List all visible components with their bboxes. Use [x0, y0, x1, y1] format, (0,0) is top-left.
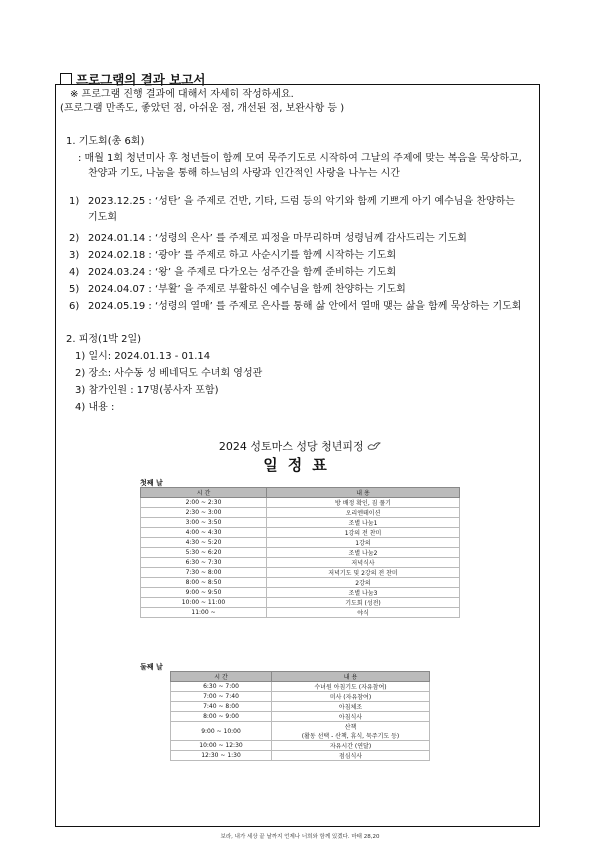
- schedule-time: 2:30 ~ 3:00: [141, 508, 267, 518]
- schedule-activity: 2강의: [267, 578, 460, 588]
- schedule-time: 6:30 ~ 7:00: [171, 682, 272, 692]
- schedule-activity: 저녁기도 및 2강의 전 찬미: [267, 568, 460, 578]
- schedule-activity: 저녁식사: [267, 558, 460, 568]
- prayer-item: 2023.12.25 : ‘성탄’ 을 주제로 건반, 기타, 드럼 등의 악기와 함께 기쁘게 아기 예수님을 찬양하는: [88, 196, 515, 207]
- schedule-row: [141, 608, 460, 618]
- schedule-row: [171, 741, 430, 751]
- schedule-time: 2:00 ~ 2:30: [141, 498, 267, 508]
- prayer-item: 2024.01.14 : ‘성령의 은사’ 를 주제로 피정을 마무리하며 성령님께 감사드리는 기도회: [88, 233, 467, 244]
- schedule-row: [171, 712, 430, 722]
- day1-table: [140, 487, 460, 618]
- schedule-row: [141, 598, 460, 608]
- schedule-row: [141, 518, 460, 528]
- schedule-time: 11:00 ~: [141, 608, 267, 618]
- retreat-detail: 3) 참가인원 : 17명(봉사자 포함): [75, 385, 219, 396]
- schedule-activity: 기도회 (성전): [267, 598, 460, 608]
- schedule-activity: 1강의 전 찬미: [267, 528, 460, 538]
- schedule-row: [141, 508, 460, 518]
- prayer-item-num: 1): [69, 196, 80, 207]
- schedule-title: [135, 438, 465, 454]
- schedule-time: 8:00 ~ 9:00: [171, 712, 272, 722]
- schedule-time: 5:30 ~ 6:20: [141, 548, 267, 558]
- schedule-activity: 수녀원 아침기도 (자유참여): [272, 682, 430, 692]
- section2-title: 2. 피정(1박 2일): [66, 334, 142, 345]
- day2-table: [170, 671, 430, 761]
- schedule-row: [171, 751, 430, 761]
- section1-title: 1. 기도회(총 6회): [66, 136, 145, 147]
- schedule-activity: 아침식사: [272, 712, 430, 722]
- retreat-detail: 2) 장소: 사수동 성 베네딕도 수녀회 영성관: [75, 368, 263, 379]
- notice-line-2: (프로그램 만족도, 좋았던 점, 아쉬운 점, 개선된 점, 보완사항 등 ): [60, 103, 345, 114]
- schedule-time: 7:40 ~ 8:00: [171, 702, 272, 712]
- schedule-row: [141, 538, 460, 548]
- prayer-item-num: 6): [69, 301, 80, 312]
- schedule-time: 7:00 ~ 7:40: [171, 692, 272, 702]
- schedule-subtitle: 일정표: [263, 456, 337, 474]
- schedule-activity: 점심식사: [272, 751, 430, 761]
- section1-desc-1: : 매월 1회 청년미사 후 청년들이 함께 모여 묵주기도로 시작하여 그날의 주제에 맞는 복음을 묵상하고,: [78, 153, 522, 164]
- prayer-item-num: 2): [69, 233, 80, 244]
- day2-label: 둘째 날: [140, 663, 163, 671]
- retreat-detail: 1) 일시: 2024.01.13 - 01.14: [75, 351, 211, 362]
- schedule-row: [171, 692, 430, 702]
- schedule-activity: 아침체조: [272, 702, 430, 712]
- schedule-row: [141, 568, 460, 578]
- schedule-time: 10:00 ~ 11:00: [141, 598, 267, 608]
- schedule-row: [141, 588, 460, 598]
- schedule-row: [141, 498, 460, 508]
- col-time: 시 간: [141, 488, 267, 498]
- prayer-item-num: 4): [69, 267, 80, 278]
- schedule-row: [171, 682, 430, 692]
- prayer-item-cont: 기도회: [88, 212, 117, 223]
- col-time: 시 간: [171, 672, 272, 682]
- schedule-time: 6:30 ~ 7:30: [141, 558, 267, 568]
- schedule-row: [171, 722, 430, 741]
- col-content: 내 용: [267, 488, 460, 498]
- notice-line-1: ※ 프로그램 진행 결과에 대해서 자세히 작성하세요.: [70, 89, 294, 100]
- schedule-time: 9:00 ~ 10:00: [171, 722, 272, 741]
- schedule-time: 8:00 ~ 8:50: [141, 578, 267, 588]
- dove-icon: [367, 441, 381, 451]
- schedule-time: 7:30 ~ 8:00: [141, 568, 267, 578]
- schedule-row: [171, 702, 430, 712]
- schedule-activity: 자유시간 (연달): [272, 741, 430, 751]
- schedule-time: 4:30 ~ 5:20: [141, 538, 267, 548]
- col-content: 내 용: [272, 672, 430, 682]
- schedule-time: 4:00 ~ 4:30: [141, 528, 267, 538]
- prayer-item: 2024.03.24 : ‘왕’ 을 주제로 다가오는 성주간을 함께 준비하는 기도회: [88, 267, 397, 278]
- retreat-detail: 4) 내용 :: [75, 402, 115, 413]
- schedule-time: 12:30 ~ 1:30: [171, 751, 272, 761]
- schedule-activity: 미사 (자유참여): [272, 692, 430, 702]
- schedule-activity: 조별 나눔1: [267, 518, 460, 528]
- schedule-time: 10:00 ~ 12:30: [171, 741, 272, 751]
- prayer-item-num: 3): [69, 250, 80, 261]
- schedule-title-text: 2024 성토마스 성당 청년피정: [218, 440, 364, 453]
- prayer-item: 2024.05.19 : ‘성령의 열매’ 를 주제로 은사를 통해 삶 안에서 열매 맺는 삶을 함께 묵상하는 기도회: [88, 301, 522, 312]
- schedule-activity: 조별 나눔3: [267, 588, 460, 598]
- schedule-time: 3:00 ~ 3:50: [141, 518, 267, 528]
- prayer-item: 2024.02.18 : ‘광야’ 를 주제로 하고 사순시기를 함께 시작하는 기도회: [88, 250, 397, 261]
- schedule-row: [141, 558, 460, 568]
- schedule-activity: 조별 나눔2: [267, 548, 460, 558]
- prayer-item: 2024.04.07 : ‘부활’ 을 주제로 부활하신 예수님을 함께 찬양하는 기도회: [88, 284, 406, 295]
- schedule-activity: 1강의: [267, 538, 460, 548]
- schedule-activity: 오리엔테이션: [267, 508, 460, 518]
- schedule-time: 9:00 ~ 9:50: [141, 588, 267, 598]
- schedule-row: [141, 548, 460, 558]
- bible-quote: 보라, 내가 세상 끝 날까지 언제나 너희와 함께 있겠다. 마태 28,20: [220, 834, 380, 840]
- schedule-activity: 산책 (활동 선택 - 산책, 휴식, 묵주기도 등): [272, 722, 430, 741]
- day1-label: 첫째 날: [140, 479, 163, 487]
- schedule-row: [141, 528, 460, 538]
- schedule-activity: 야식: [267, 608, 460, 618]
- section1-desc-2: 찬양과 기도, 나눔을 통해 하느님의 사랑과 인간적인 사랑을 나누는 시간: [88, 168, 400, 179]
- schedule-row: [141, 578, 460, 588]
- schedule-image: [135, 428, 465, 840]
- schedule-activity: 방 배정 확인, 짐 풀기: [267, 498, 460, 508]
- prayer-item-num: 5): [69, 284, 80, 295]
- report-title: 프로그램의 결과 보고서: [76, 72, 206, 87]
